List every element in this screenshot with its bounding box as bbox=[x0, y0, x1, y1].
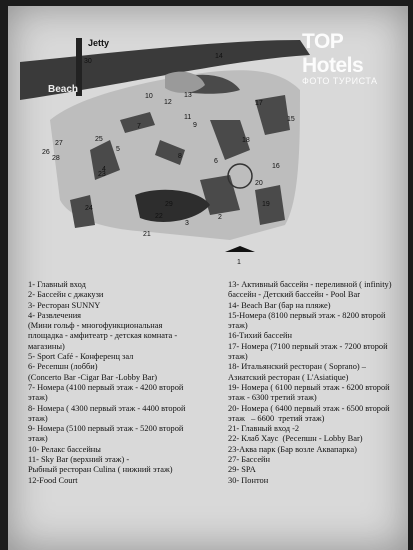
legend-item: этаж) bbox=[28, 413, 48, 423]
legend-item: этаж – 6600 третий этаж) bbox=[228, 413, 325, 423]
svg-text:27: 27 bbox=[55, 140, 63, 147]
jetty-label: Jetty bbox=[88, 38, 110, 48]
legend-item: 29- SPA bbox=[228, 465, 256, 475]
watermark-brand: TOP Hotels bbox=[302, 30, 364, 77]
svg-text:22: 22 bbox=[155, 213, 163, 220]
legend-item: 18- Итальянский ресторан ( Soprano) – bbox=[228, 362, 366, 372]
svg-text:29: 29 bbox=[165, 201, 173, 208]
legend-item: 13- Активный бассейн - переливной ( infinity) bbox=[228, 280, 392, 289]
svg-text:25: 25 bbox=[95, 136, 103, 143]
svg-text:30: 30 bbox=[84, 58, 92, 65]
legend-right bbox=[228, 280, 398, 486]
svg-text:1: 1 bbox=[237, 259, 241, 266]
legend-item: Азиатский ресторан ( L'Asiatique) bbox=[228, 372, 349, 382]
legend-item: 19- Номера ( 6100 первый этаж - 6200 второй bbox=[228, 382, 390, 392]
svg-text:15: 15 bbox=[287, 116, 295, 123]
svg-text:9: 9 bbox=[193, 122, 197, 129]
legend-item: 6- Ресепшн (лобби) bbox=[28, 362, 98, 372]
legend-item: 4- Развлечения bbox=[28, 310, 82, 320]
main-entrance-arrow bbox=[225, 246, 255, 252]
svg-text:23: 23 bbox=[98, 171, 106, 178]
svg-text:8: 8 bbox=[178, 153, 182, 160]
svg-text:11: 11 bbox=[184, 114, 192, 121]
svg-text:5: 5 bbox=[116, 146, 120, 153]
svg-text:10: 10 bbox=[145, 93, 153, 100]
legend-item: площадка - амфитеатр - детская комната - bbox=[28, 331, 178, 341]
legend-item: 17- Номера (7100 первый этаж - 7200 второй bbox=[228, 341, 388, 351]
legend-item: 7- Номера (4100 первый этаж - 4200 второй bbox=[28, 382, 184, 392]
legend-item: 30- Понтон bbox=[228, 475, 269, 485]
legend-item: этаж - 6300 третий этаж) bbox=[228, 393, 317, 403]
legend-item: (Concerto Bar -Cigar Bar -Lobby Bar) bbox=[28, 372, 158, 382]
svg-text:21: 21 bbox=[143, 231, 151, 238]
legend-item: 3- Ресторан SUNNY bbox=[28, 300, 101, 310]
svg-text:28: 28 bbox=[52, 155, 60, 162]
svg-text:3: 3 bbox=[185, 220, 189, 227]
legend-item: (Мини гольф - многофункциональная bbox=[28, 321, 163, 331]
legend-item: 22- Клаб Хаус (Ресепшн - Lobby Bar) bbox=[228, 434, 363, 444]
svg-text:24: 24 bbox=[85, 205, 93, 212]
legend-item: бассейн - Детский бассейн - Pool Bar bbox=[228, 290, 361, 300]
svg-text:2: 2 bbox=[218, 214, 222, 221]
watermark-tagline: ФОТО ТУРИСТА bbox=[302, 76, 378, 86]
legend-item: 5- Sport Café - Конференц зал bbox=[28, 352, 134, 362]
svg-text:13: 13 bbox=[184, 92, 192, 99]
legend-item: 9- Номера (5100 первый этаж - 5200 второй bbox=[28, 424, 184, 434]
svg-text:18: 18 bbox=[242, 137, 250, 144]
legend-item: 21- Главный вход -2 bbox=[228, 424, 300, 434]
svg-text:26: 26 bbox=[42, 149, 50, 156]
watermark bbox=[302, 30, 402, 86]
beach-label: Beach bbox=[48, 84, 79, 95]
legend-item: 2- Бассейн с джакузи bbox=[28, 290, 104, 300]
legend-item: 12-Food Court bbox=[28, 475, 78, 485]
legend-item: 1- Главный вход bbox=[28, 280, 86, 289]
svg-text:16: 16 bbox=[272, 163, 280, 170]
legend-item: этаж) bbox=[28, 393, 48, 403]
legend-item: 16-Тихий бассейн bbox=[228, 331, 292, 341]
svg-text:12: 12 bbox=[164, 99, 172, 106]
svg-text:17: 17 bbox=[255, 100, 263, 107]
legend-left bbox=[28, 280, 220, 486]
legend-item: 10- Релакс бассейны bbox=[28, 444, 101, 454]
svg-text:4: 4 bbox=[102, 166, 106, 173]
svg-text:6: 6 bbox=[214, 158, 218, 165]
svg-text:19: 19 bbox=[262, 201, 270, 208]
legend-item: Рыбный ресторан Culina ( нижний этаж) bbox=[28, 465, 173, 475]
legend-item: этаж) bbox=[228, 352, 248, 362]
legend-item: 14- Beach Bar (бар на пляже) bbox=[228, 300, 331, 310]
legend-item: 23-Аква парк (Бар возле Аквапарка) bbox=[228, 444, 357, 454]
legend-item: 8- Номера ( 4300 первый этаж - 4400 второй bbox=[28, 403, 186, 413]
legend-item: этаж) bbox=[28, 434, 48, 444]
svg-text:14: 14 bbox=[215, 53, 223, 60]
legend-item: 15-Номера (8100 первый этаж - 8200 второй этаж) bbox=[228, 310, 388, 331]
legend-item: 27- Бассейн bbox=[228, 455, 271, 465]
legend-item: 20- Номера ( 6400 первый этаж - 6500 второй bbox=[228, 403, 390, 413]
svg-text:20: 20 bbox=[255, 180, 263, 187]
legend-item: магазины) bbox=[28, 341, 65, 351]
legend-item: 11- Sky Bar (верхний этаж) - bbox=[28, 455, 130, 465]
svg-text:7: 7 bbox=[137, 123, 141, 130]
